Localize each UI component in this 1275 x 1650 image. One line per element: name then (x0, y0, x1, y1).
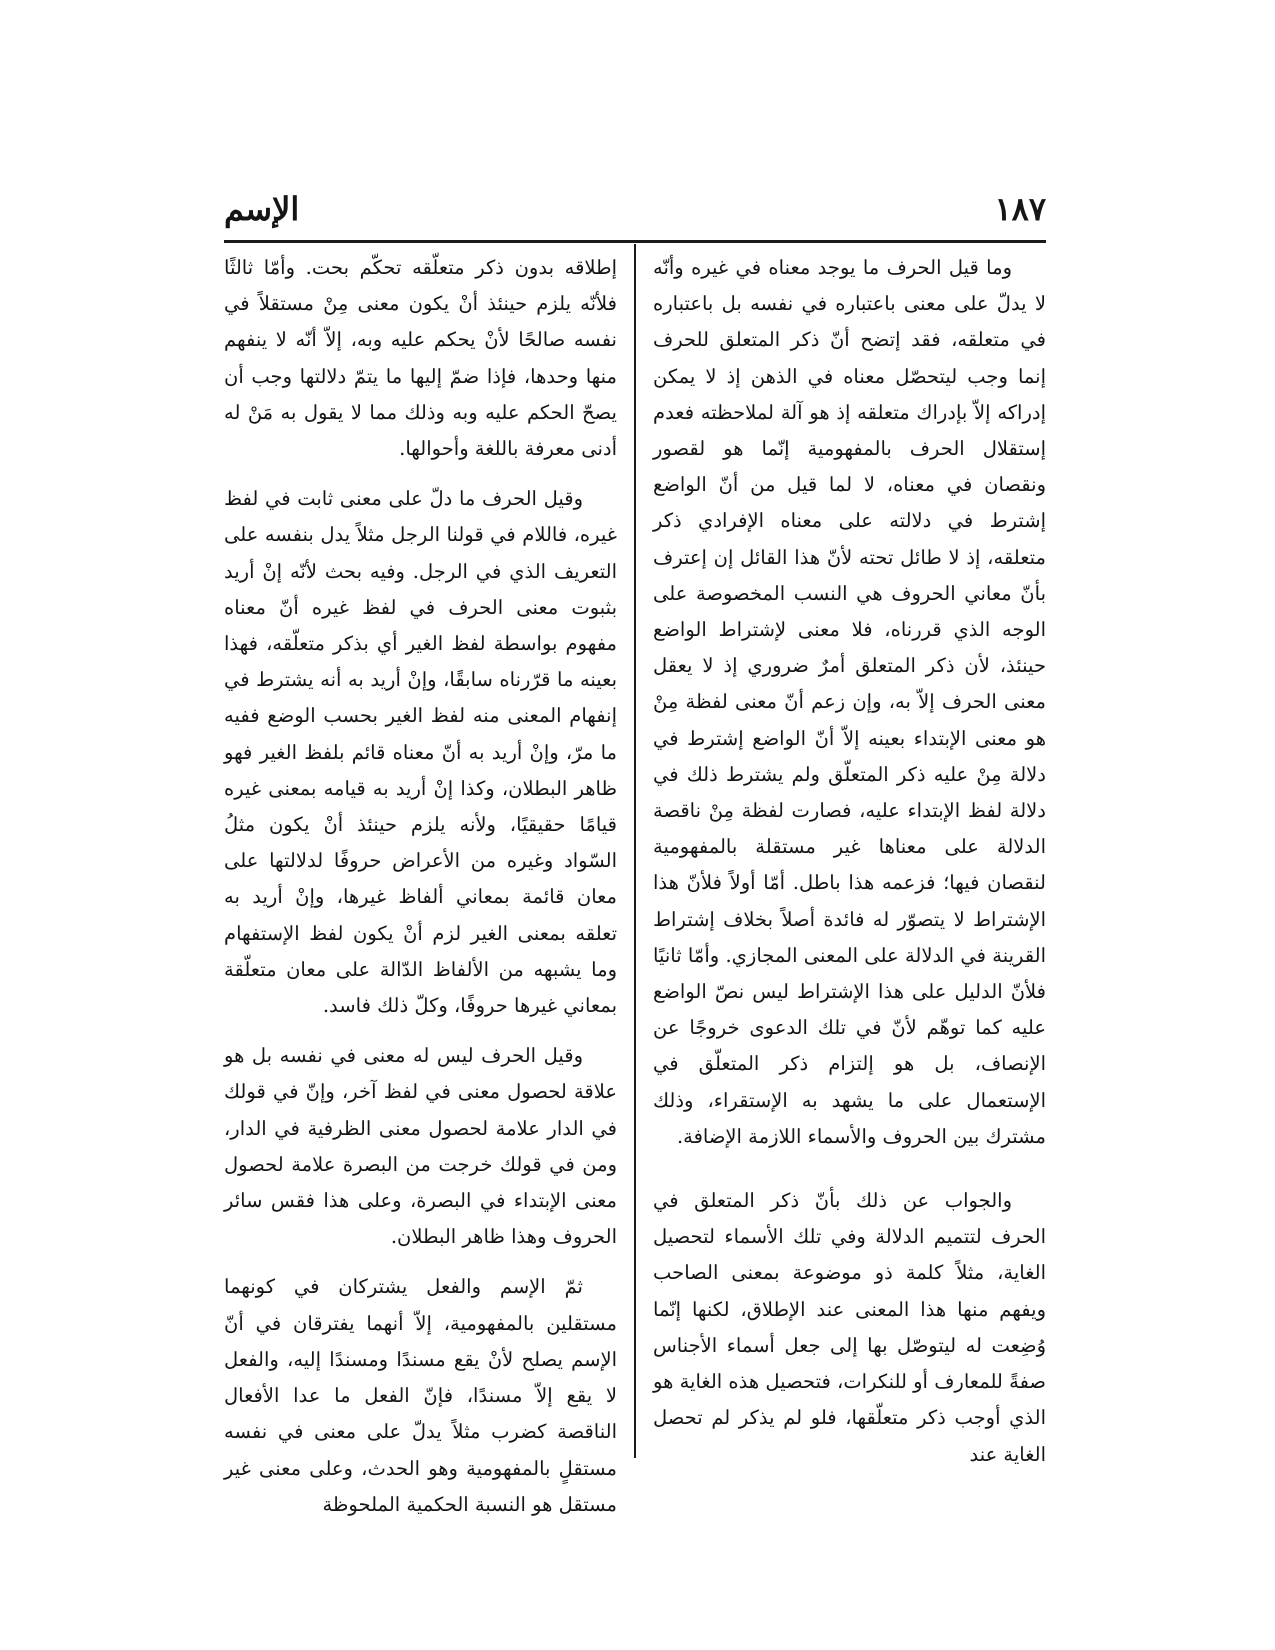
running-title: الإسم (224, 190, 300, 228)
paragraph: وقيل الحرف ما دلّ على معنى ثابت في لفظ غيره، فاللام في قولنا الرجل مثلاً يدل بنفسه على التعريف الذي في الرجل. وفيه بحث لأنّه إنْ أريد بثبوت معنى الحرف في لفظ غيره أنّ معناه مفهوم بواسطة لفظ الغير أي بذكر متعلّقه، فهذا بعينه ما قرّرناه سابقًا، وإنْ أريد به أنه يشترط في إنفهام المعنى منه لفظ الغير بحسب الوضع ففيه ما مرّ، وإنْ أريد به أنّ معناه قائم بلفظ الغير فهو ظاهر البطلان، وكذا إنْ أريد به قيامه بمعنى غيره قيامًا حقيقيًا، ولأنه يلزم حينئذ أنْ يكون مثلُ السّواد وغيره من الأعراض حروفًا لدلالتها على معان قائمة بمعاني ألفاظ غيرها، وإنْ أريد به تعلقه بمعنى الغير لزم أنْ يكون لفظ الإستفهام وما يشبهه من الألفاظ الدّالة على معان متعلّقة بمعاني غيرها حروفًا، وكلّ ذلك فاسد. (224, 487, 617, 1018)
right-column (653, 250, 1046, 1487)
page-header (224, 190, 1046, 234)
header-rule (224, 240, 1046, 243)
paragraph: ثمّ الإسم والفعل يشتركان في كونهما مستقلين بالمفهومية، إلاّ أنهما يفترقان في أنّ الإسم يصلح لأنْ يقع مسندًا ومسندًا إليه، والفعل لا يقع إلاّ مسندًا، فإنّ الفعل ما عدا الأفعال الناقصة كضرب مثلاً يدلّ على معنى في نفسه مستقلٍ بالمفهومية وهو الحدث، وعلى معنى غير مستقل هو النسبة الحكمية الملحوظة (224, 1275, 617, 1516)
page-number: ١٨٧ (994, 190, 1046, 228)
paragraph: وقيل الحرف ليس له معنى في نفسه بل هو علاقة لحصول معنى في لفظ آخر، وإنّ في قولك في الدار علامة لحصول معنى الظرفية في الدار، ومن في قولك خرجت من البصرة علامة لحصول معنى الإبتداء في البصرة، وعلى هذا فقس سائر الحروف وهذا ظاهر البطلان. (224, 1044, 617, 1249)
left-column (224, 250, 617, 1537)
paragraph: إطلاقه بدون ذكر متعلّقه تحكّم بحت. وأمّا ثالثًا فلأنّه يلزم حينئذ أنْ يكون معنى مِنْ مستقلاً في نفسه صالحًا لأنْ يحكم عليه وبه، إلاّ أنّه لا ينفهم منها وحدها، فإذا ضمّ إليها ما يتمّ دلالتها وجب أن يصحّ الحكم عليه وبه وذلك مما لا يقول به مَنْ له أدنى معرفة باللغة وأحوالها. (224, 256, 617, 461)
paragraph: والجواب عن ذلك بأنّ ذكر المتعلق في الحرف لتتميم الدلالة وفي تلك الأسماء لتحصيل الغاية، مثلاً كلمة ذو موضوعة بمعنى الصاحب ويفهم منها هذا المعنى عند الإطلاق، لكنها إنّما وُضِعت له ليتوصّل بها إلى جعل أسماء الأجناس صفةً للمعارف أو للنكرات، فتحصيل هذه الغاية هو الذي أوجب ذكر متعلّقها، فلو لم يذكر لم تحصل الغاية عند (653, 1189, 1046, 1466)
paragraph: وما قيل الحرف ما يوجد معناه في غيره وأنّه لا يدلّ على معنى باعتباره في نفسه بل باعتباره في متعلقه، فقد إتضح أنّ ذكر المتعلق للحرف إنما وجب ليتحصّل معناه في الذهن إذ لا يمكن إدراكه إلاّ بإدراك متعلقه إذ هو آلة لملاحظته فعدم إستقلال الحرف بالمفهومية إنّما هو لقصور ونقصان في معناه، لا لما قيل من أنّ الواضع إشترط في دلالته على معناه الإفرادي ذكر متعلقه، إذ لا طائل تحته لأنّ هذا القائل إن إعترف بأنّ معاني الحروف هي النسب المخصوصة على الوجه الذي قررناه، فلا معنى لإشتراط الواضع حينئذ، لأن ذكر المتعلق أمرٌ ضروري إذ لا يعقل معنى الحرف إلاّ به، وإن زعم أنّ معنى لفظة مِنْ هو معنى الإبتداء بعينه إلاّ أنّ الواضع إشترط في دلالة مِنْ عليه ذكر المتعلّق ولم يشترط ذلك في دلالة لفظ الإبتداء عليه، فصارت لفظة مِنْ ناقصة الدلالة على معناها غير مستقلة بالمفهومية لنقصان فيها؛ فزعمه هذا باطل. أمّا أولاً فلأنّ هذا الإشتراط لا يتصوّر له فائدة أصلاً بخلاف إشتراط القرينة في الدلالة على المعنى المجازي. وأمّا ثانيًا فلأنّ الدليل على هذا الإشتراط ليس نصّ الواضع عليه كما توهّم لأنّ في تلك الدعوى خروجًا عن الإنصاف، بل هو إلتزام ذكر المتعلّق في الإستعمال على ما يشهد به الإستقراء، وذلك مشترك بين الحروف والأسماء اللازمة الإضافة. (653, 256, 1046, 1148)
column-divider (634, 244, 636, 1458)
